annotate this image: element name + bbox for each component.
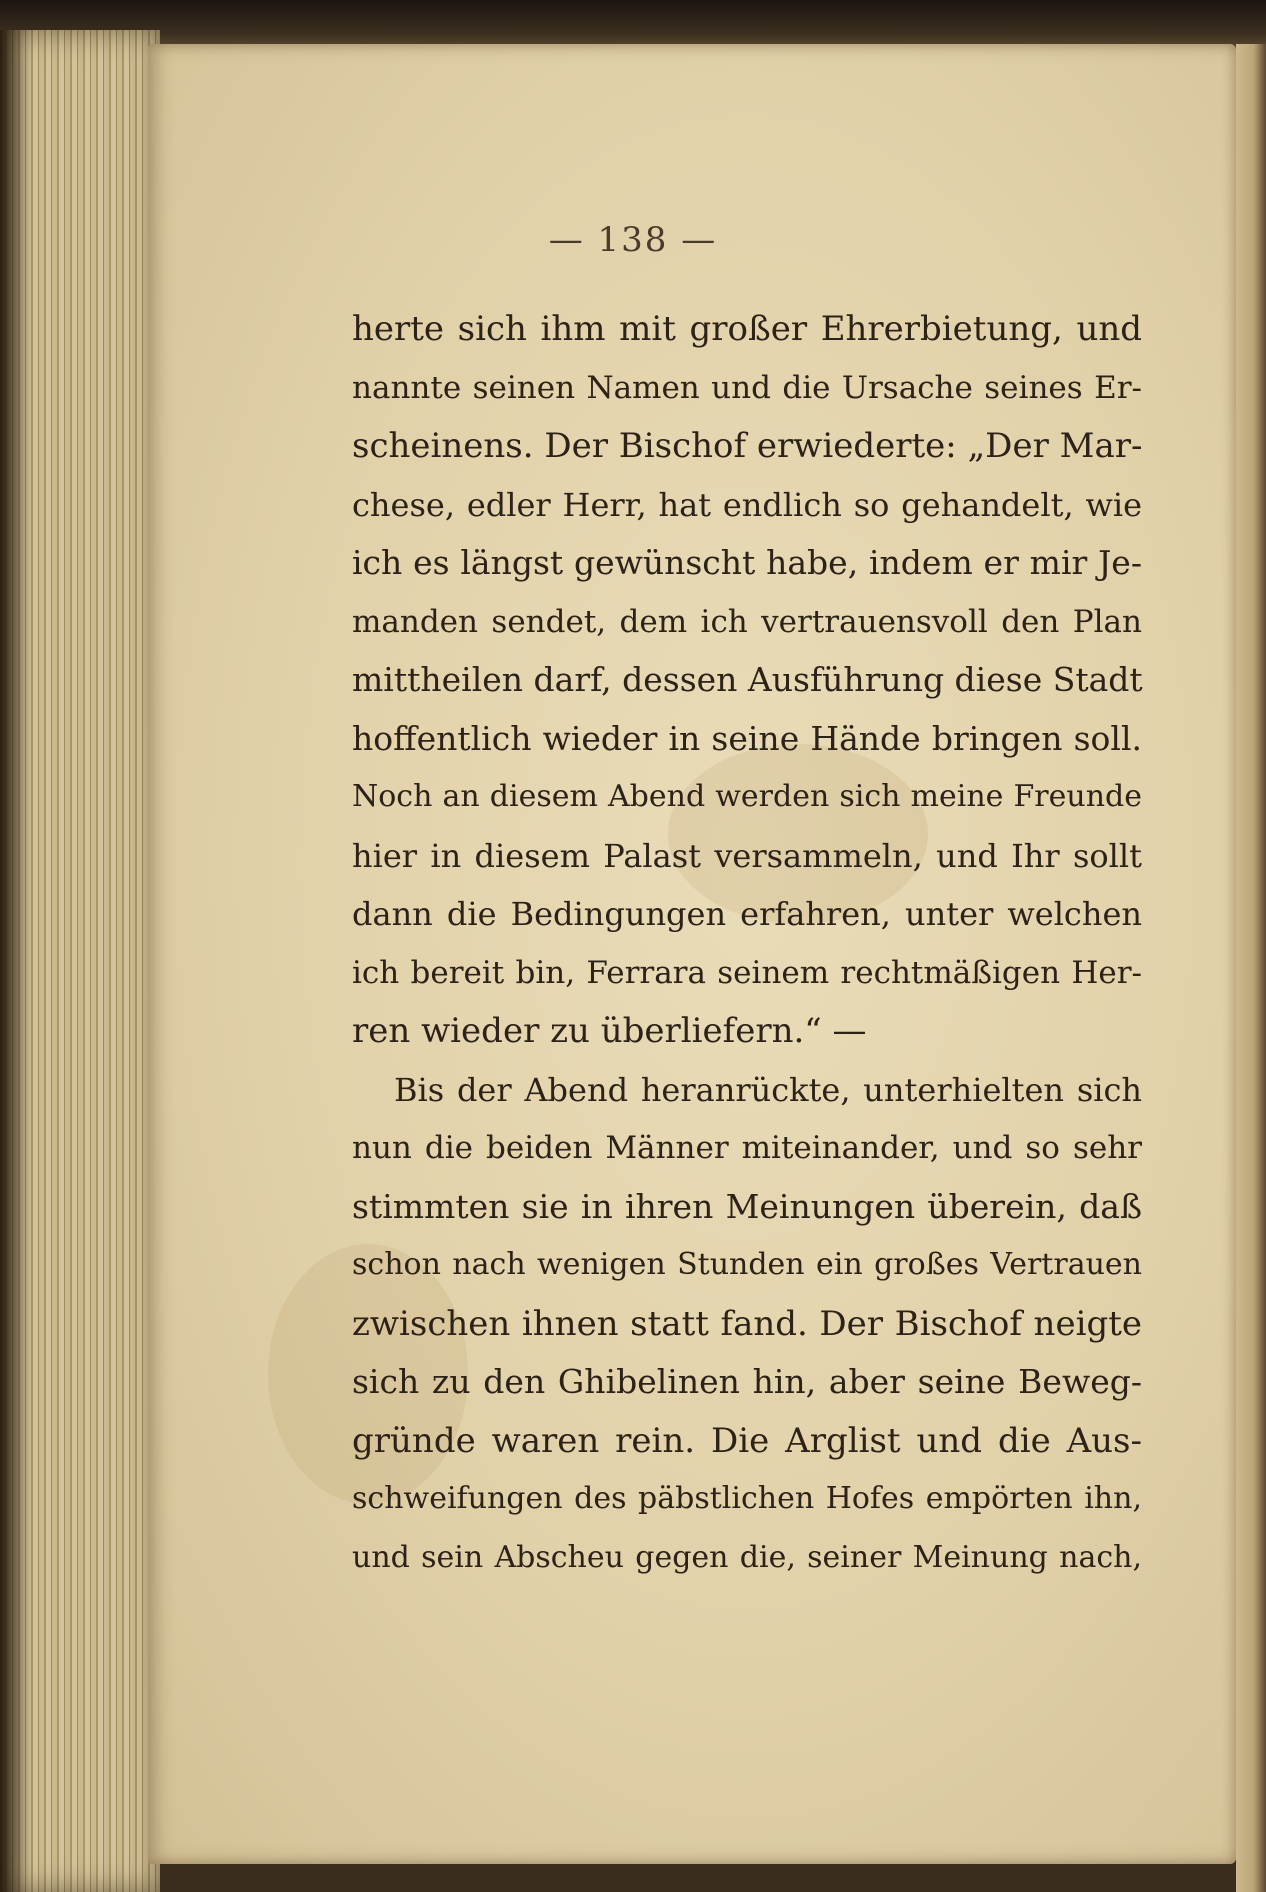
text-line: zwischen ihnen statt fand. Der Bischof neigte — [352, 1303, 1142, 1344]
text-line: ich es längst gewünscht habe, indem er mir Je- — [352, 543, 1142, 582]
text-line: stimmten sie in ihren Meinungen überein, daß — [352, 1186, 1142, 1226]
right-page-edge — [1236, 44, 1266, 1892]
text-line: gründe waren rein. Die Arglist und die Aus- — [352, 1420, 1142, 1461]
text-line: Bis der Abend heranrückte, unterhielten sich — [394, 1070, 1142, 1109]
text-line: herte sich ihm mit großer Ehrerbietung, und — [352, 309, 1142, 349]
text-line: ren wieder zu überliefern.“ — — [352, 1011, 867, 1051]
binding-edge — [0, 0, 1266, 48]
text-line: ich bereit bin, Ferrara seinem rechtmäßigen Her- — [352, 954, 1142, 991]
text-line: nannte seinen Namen und die Ursache seines Er- — [352, 369, 1142, 406]
page-stack-shadow — [0, 30, 30, 1892]
text-line: scheinens. Der Bischof erwiederte: „Der Mar- — [352, 426, 1143, 466]
text-line: manden sendet, dem ich vertrauensvoll den Plan — [352, 603, 1142, 640]
text-line: mittheilen darf, dessen Ausführung diese Stadt — [352, 660, 1143, 699]
text-line: schweifungen des päbstlichen Hofes empörten ihn, — [352, 1481, 1142, 1516]
text-line: Noch an diesem Abend werden sich meine Freunde — [352, 779, 1142, 814]
text-line: sich zu den Ghibelinen hin, aber seine Beweg- — [352, 1362, 1142, 1401]
text-line: dann die Bedingungen erfahren, unter welchen — [352, 895, 1142, 933]
text-line: nun die beiden Männer miteinander, und so sehr — [352, 1130, 1142, 1166]
text-line: und sein Abscheu gegen die, seiner Meinung nach, — [352, 1539, 1142, 1575]
text-line: chese, edler Herr, hat endlich so gehandelt, wie — [352, 485, 1142, 524]
body-text — [352, 300, 1142, 1587]
page-number: — 138 — — [548, 220, 718, 260]
text-line: hier in diesem Palast versammeln, und Ihr sollt — [352, 836, 1142, 875]
text-line: schon nach wenigen Stunden ein großes Vertrauen — [352, 1247, 1142, 1282]
text-line: hoffentlich wieder in seine Hände bringen soll. — [352, 718, 1142, 758]
